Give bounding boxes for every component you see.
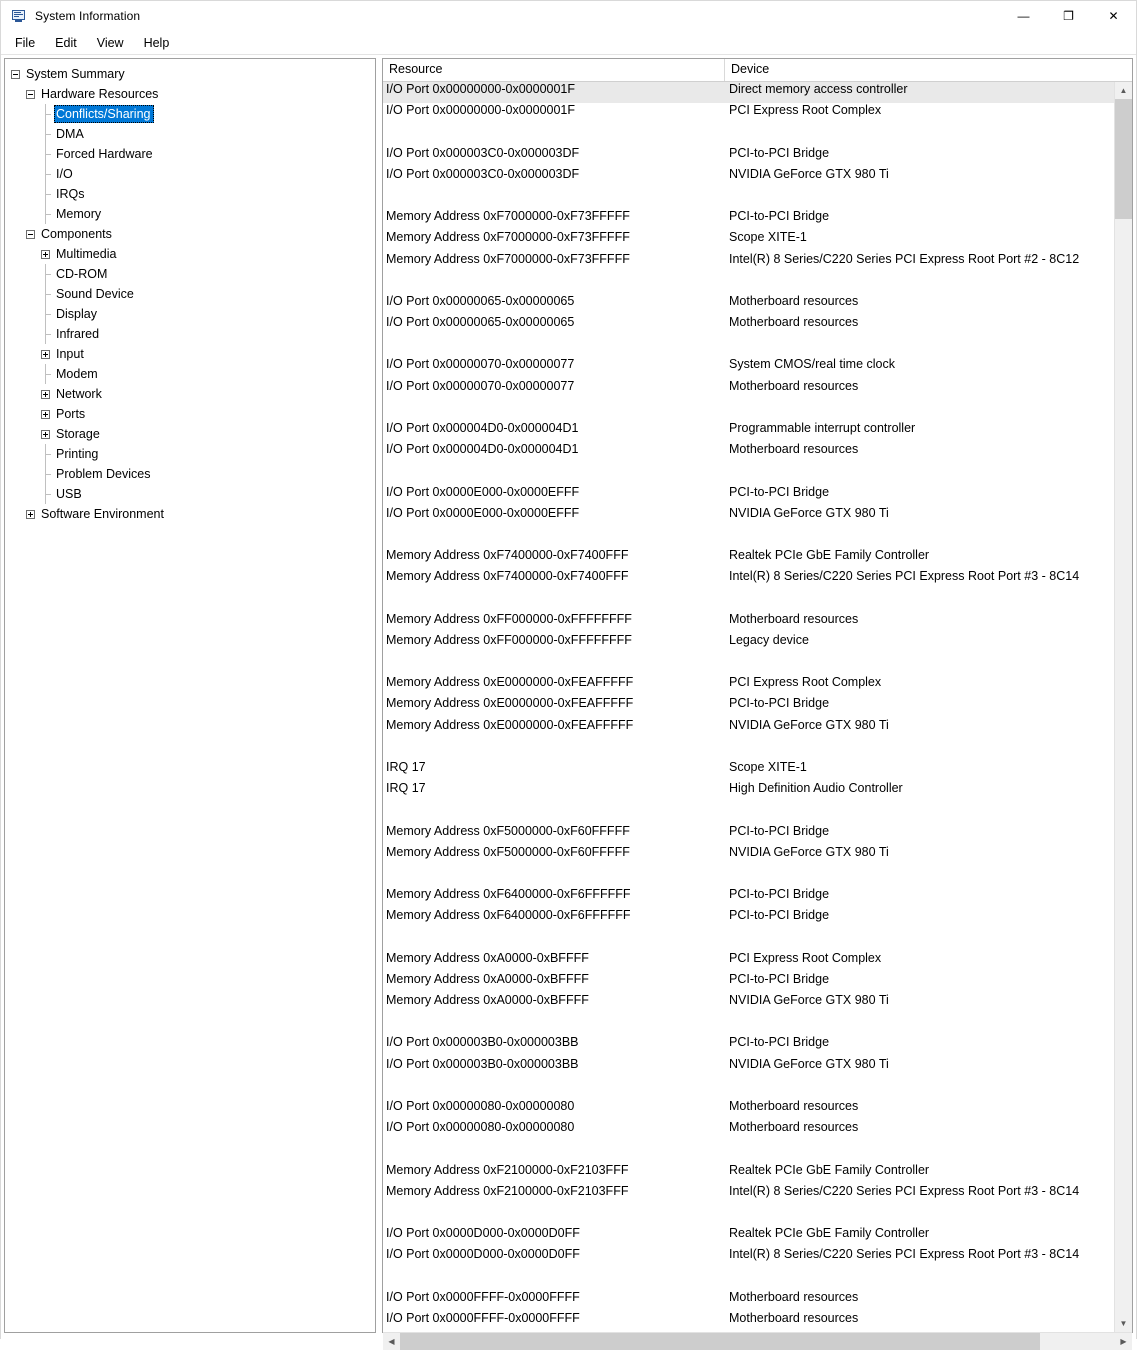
scroll-left-icon[interactable]: ◀ [388,1337,395,1347]
cell-resource: I/O Port 0x0000D000-0x0000D0FF [386,1247,580,1262]
cell-resource: Memory Address 0xF5000000-0xF60FFFFF [386,844,630,859]
main-content [1,55,1136,1347]
tree-item-modem[interactable] [5,364,375,384]
cell-device: NVIDIA GeForce GTX 980 Ti [729,505,889,520]
tree-item-label: IRQs [56,187,85,201]
table-row[interactable] [383,103,1132,124]
table-row-spacer [383,463,1132,484]
cell-device: Motherboard resources [729,1099,859,1113]
menu-help[interactable]: Help [143,36,170,50]
navigation-pane [4,58,376,1333]
tree-item-label: I/O [56,167,73,181]
tree-item-usb[interactable] [5,484,375,504]
tree-item-label: Problem Devices [56,467,151,481]
menu-bar [1,32,1136,55]
table-row[interactable] [383,1120,1132,1141]
vertical-scrollbar[interactable] [1114,82,1132,1332]
tree-item-storage[interactable] [5,424,375,444]
list-rows-container [383,82,1132,1332]
table-row[interactable] [383,696,1132,717]
horizontal-scrollbar[interactable] [383,1332,1132,1350]
table-row[interactable] [383,887,1132,908]
table-row[interactable] [383,760,1132,781]
cell-resource: I/O Port 0x000003C0-0x000003DF [386,166,580,181]
cell-resource: I/O Port 0x0000FFFF-0x0000FFFF [386,1289,580,1304]
cell-resource: Memory Address 0xF7000000-0xF73FFFFF [386,209,630,224]
cell-device: System CMOS/real time clock [729,357,896,372]
table-row-spacer [383,400,1132,421]
tree-branch-line [41,164,50,184]
table-row-spacer [383,527,1132,548]
cell-device: Motherboard resources [729,293,859,308]
cell-device: PCI-to-PCI Bridge [729,971,830,986]
cell-resource: I/O Port 0x0000FFFF-0x0000FFFF [386,1310,580,1325]
tree-item-label: Multimedia [56,247,117,261]
table-row-spacer [383,1269,1132,1290]
table-row-spacer [383,336,1132,357]
tree-item-label: Software Environment [41,507,164,521]
cell-device: Intel(R) 8 Series/C220 Series PCI Express Root Port #3 - 8C14 [729,1247,1080,1262]
table-row[interactable] [383,1035,1132,1056]
tree-item-i-o[interactable] [5,164,375,184]
table-row[interactable] [383,993,1132,1014]
cell-device: Scope XITE-1 [729,230,807,245]
tree-item-label: Conflicts/Sharing [54,105,154,123]
tree-item-software-environment[interactable] [5,504,375,524]
cell-resource: I/O Port 0x00000065-0x00000065 [386,315,575,330]
cell-device: PCI-to-PCI Bridge [729,887,830,902]
scroll-right-icon[interactable]: ▶ [1120,1337,1127,1347]
column-header-resource[interactable]: Resource [383,59,725,81]
cell-device: Motherboard resources [729,1289,859,1304]
cell-resource: I/O Port 0x000004D0-0x000004D1 [386,442,579,457]
tree-item-label: Memory [56,207,102,221]
table-row[interactable] [383,824,1132,845]
table-row-spacer [383,273,1132,294]
table-row[interactable] [383,1057,1132,1078]
table-row[interactable] [383,167,1132,188]
table-row[interactable] [383,485,1132,506]
tree-item-label: DMA [56,127,84,141]
tree-branch-line [41,484,50,504]
tree-item-label: Printing [56,447,99,461]
cell-device: NVIDIA GeForce GTX 980 Ti [729,717,889,732]
cell-device: Realtek PCIe GbE Family Controller [729,1226,930,1241]
cell-resource: I/O Port 0x00000000-0x0000001F [386,82,576,96]
cell-device: PCI-to-PCI Bridge [729,209,830,224]
table-row[interactable] [383,421,1132,442]
cell-resource: I/O Port 0x0000D000-0x0000D0FF [386,1226,580,1241]
resource-list[interactable] [383,82,1132,1332]
window-title: System Information [35,9,141,23]
tree-item-label: Network [56,387,102,401]
cell-device: Realtek PCIe GbE Family Controller [729,548,930,563]
category-tree[interactable] [5,59,375,524]
table-row[interactable] [383,781,1132,802]
table-row[interactable] [383,1163,1132,1184]
cell-device: Motherboard resources [729,378,859,393]
cell-device: PCI-to-PCI Bridge [729,908,830,923]
table-row-spacer [383,930,1132,951]
expand-icon[interactable] [41,250,50,259]
cell-device: PCI Express Root Complex [729,103,882,118]
minimize-button[interactable]: — [1017,9,1030,23]
tree-item-label: Ports [56,407,86,421]
expand-icon[interactable] [41,430,50,439]
tree-branch-line [41,304,50,324]
cell-device: NVIDIA GeForce GTX 980 Ti [729,993,889,1008]
tree-item-cd-rom[interactable] [5,264,375,284]
cell-device: Legacy device [729,632,809,647]
cell-device: PCI Express Root Complex [729,675,882,690]
table-row[interactable] [383,951,1132,972]
table-row[interactable] [383,1247,1132,1268]
tree-item-display[interactable] [5,304,375,324]
collapse-icon[interactable] [26,90,35,99]
table-row-spacer [383,124,1132,145]
cell-resource: Memory Address 0xF7000000-0xF73FFFFF [386,230,630,245]
tree-item-hardware-resources[interactable] [5,84,375,104]
tree-item-input[interactable] [5,344,375,364]
cell-resource: Memory Address 0xF7400000-0xF7400FFF [386,548,629,563]
cell-resource: Memory Address 0xF6400000-0xF6FFFFFF [386,887,631,902]
cell-resource: Memory Address 0xA0000-0xBFFFF [386,950,589,965]
cell-resource: I/O Port 0x0000E000-0x0000EFFF [386,505,580,520]
table-row[interactable] [383,294,1132,315]
cell-resource: I/O Port 0x00000000-0x0000001F [386,103,576,118]
cell-resource: I/O Port 0x00000080-0x00000080 [386,1099,575,1113]
tree-item-label: System Summary [26,67,125,81]
table-row[interactable] [383,442,1132,463]
table-row[interactable] [383,82,1132,103]
tree-item-memory[interactable] [5,204,375,224]
expand-icon[interactable] [41,390,50,399]
cell-device: NVIDIA GeForce GTX 980 Ti [729,1056,889,1071]
tree-item-label: Modem [56,367,98,381]
table-row[interactable] [383,1290,1132,1311]
tree-branch-line [41,204,50,224]
table-row[interactable] [383,252,1132,273]
cell-device: Intel(R) 8 Series/C220 Series PCI Express Root Port #3 - 8C14 [729,569,1080,584]
menu-edit[interactable]: Edit [55,36,77,50]
table-row-spacer [383,654,1132,675]
system-information-icon [11,8,27,24]
table-row[interactable] [383,1099,1132,1120]
tree-branch-line [41,444,50,464]
cell-device: Scope XITE-1 [729,760,807,774]
table-row[interactable] [383,146,1132,167]
tree-item-multimedia[interactable] [5,244,375,264]
tree-item-infrared[interactable] [5,324,375,344]
cell-device: Motherboard resources [729,442,859,457]
expand-icon[interactable] [41,410,50,419]
expand-icon[interactable] [26,510,35,519]
tree-branch-line [41,364,50,384]
tree-item-label: Sound Device [56,287,134,301]
tree-branch-line [41,464,50,484]
cell-resource: I/O Port 0x00000080-0x00000080 [386,1120,575,1135]
table-row-spacer [383,802,1132,823]
cell-resource: Memory Address 0xF7400000-0xF7400FFF [386,569,629,584]
table-row[interactable] [383,315,1132,336]
cell-resource: I/O Port 0x000004D0-0x000004D1 [386,421,579,435]
tree-branch-line [41,184,50,204]
table-row[interactable] [383,972,1132,993]
cell-device: NVIDIA GeForce GTX 980 Ti [729,166,889,181]
collapse-icon[interactable] [11,70,20,79]
tree-item-label: Storage [56,427,100,441]
cell-resource: Memory Address 0xFF000000-0xFFFFFFFF [386,611,632,626]
tree-item-label: Infrared [56,327,100,341]
cell-device: NVIDIA GeForce GTX 980 Ti [729,844,889,859]
close-button[interactable]: ✕ [1108,9,1119,23]
cell-device: Motherboard resources [729,611,859,626]
tree-item-label: Display [56,307,97,321]
cell-resource: IRQ 17 [386,781,426,796]
table-row[interactable] [383,718,1132,739]
tree-branch-line [41,264,50,284]
tree-item-label: Input [56,347,84,361]
cell-resource: Memory Address 0xF5000000-0xF60FFFFF [386,823,630,838]
cell-device: PCI-to-PCI Bridge [729,823,830,838]
cell-resource: Memory Address 0xE0000000-0xFEAFFFFF [386,717,634,732]
table-row[interactable] [383,209,1132,230]
table-row[interactable] [383,675,1132,696]
cell-resource: Memory Address 0xF2100000-0xF2103FFF [386,1183,629,1198]
cell-resource: I/O Port 0x000003B0-0x000003BB [386,1056,579,1071]
cell-device: Programmable interrupt controller [729,421,916,435]
column-header-device[interactable]: Device [731,62,770,76]
title-bar [1,1,1136,32]
cell-resource: Memory Address 0xA0000-0xBFFFF [386,993,589,1008]
tree-item-label: Forced Hardware [56,147,153,161]
tree-item-problem-devices[interactable] [5,464,375,484]
table-row[interactable] [383,633,1132,654]
horizontal-scroll-thumb[interactable] [400,1333,1040,1350]
table-row[interactable] [383,1226,1132,1247]
cell-device: Motherboard resources [729,1120,859,1135]
table-row-spacer [383,1078,1132,1099]
table-row[interactable] [383,845,1132,866]
cell-resource: Memory Address 0xA0000-0xBFFFF [386,971,589,986]
list-header [383,59,1132,82]
table-row-spacer [383,866,1132,887]
cell-resource: Memory Address 0xE0000000-0xFEAFFFFF [386,675,634,690]
table-row-spacer [383,591,1132,612]
cell-resource: I/O Port 0x000003B0-0x000003BB [386,1035,579,1050]
cell-resource: I/O Port 0x000003C0-0x000003DF [386,145,580,160]
cell-resource: I/O Port 0x00000070-0x00000077 [386,378,575,393]
scroll-up-icon[interactable]: ▲ [1119,86,1128,95]
scroll-down-icon[interactable]: ▼ [1119,1319,1128,1329]
cell-device: Intel(R) 8 Series/C220 Series PCI Express Root Port #3 - 8C14 [729,1183,1080,1198]
tree-branch-line [41,284,50,304]
menu-view[interactable]: View [96,36,124,50]
tree-branch-line [41,104,50,124]
cell-resource: Memory Address 0xF7000000-0xF73FFFFF [386,251,630,266]
tree-item-components[interactable] [5,224,375,244]
tree-item-label: Components [41,227,112,241]
cell-device: PCI-to-PCI Bridge [729,145,830,160]
cell-device: Realtek PCIe GbE Family Controller [729,1162,930,1177]
vertical-scroll-thumb[interactable] [1115,99,1132,219]
tree-branch-line [41,144,50,164]
cell-resource: Memory Address 0xFF000000-0xFFFFFFFF [386,632,632,647]
menu-file[interactable]: File [15,36,36,50]
tree-branch-line [41,124,50,144]
cell-device: Motherboard resources [729,315,859,330]
tree-item-label: USB [56,487,82,501]
table-row-spacer [383,739,1132,760]
table-row-spacer [383,188,1132,209]
cell-resource: IRQ 17 [386,760,426,774]
tree-item-label: CD-ROM [56,267,108,281]
cell-resource: Memory Address 0xF6400000-0xF6FFFFFF [386,908,631,923]
table-row[interactable] [383,569,1132,590]
collapse-icon[interactable] [26,230,35,239]
cell-device: PCI-to-PCI Bridge [729,484,830,499]
cell-device: PCI-to-PCI Bridge [729,696,830,711]
tree-item-printing[interactable] [5,444,375,464]
table-row[interactable] [383,1184,1132,1205]
cell-resource: I/O Port 0x0000E000-0x0000EFFF [386,484,580,499]
tree-item-sound-device[interactable] [5,284,375,304]
tree-item-ports[interactable] [5,404,375,424]
table-row-spacer [383,1014,1132,1035]
cell-device: Intel(R) 8 Series/C220 Series PCI Express Root Port #2 - 8C12 [729,251,1080,266]
tree-item-conflicts-sharing[interactable] [5,104,375,124]
table-row[interactable] [383,230,1132,251]
tree-item-label: Hardware Resources [41,87,159,101]
table-row-spacer [383,1205,1132,1226]
window-controls [1001,1,1136,31]
cell-resource: Memory Address 0xE0000000-0xFEAFFFFF [386,696,634,711]
table-row[interactable] [383,548,1132,569]
cell-resource: I/O Port 0x00000070-0x00000077 [386,357,575,372]
table-row[interactable] [383,506,1132,527]
table-row[interactable] [383,612,1132,633]
table-row[interactable] [383,1311,1132,1332]
cell-resource: Memory Address 0xF2100000-0xF2103FFF [386,1162,629,1177]
cell-device: Direct memory access controller [729,82,908,96]
table-row[interactable] [383,379,1132,400]
tree-branch-line [41,324,50,344]
cell-resource: I/O Port 0x00000065-0x00000065 [386,293,575,308]
table-row[interactable] [383,908,1132,929]
expand-icon[interactable] [41,350,50,359]
details-pane [382,58,1133,1347]
cell-device: High Definition Audio Controller [729,781,903,796]
table-row-spacer [383,1141,1132,1162]
tree-item-forced-hardware[interactable] [5,144,375,164]
cell-device: PCI Express Root Complex [729,950,882,965]
tree-item-system-summary[interactable] [5,64,375,84]
cell-device: PCI-to-PCI Bridge [729,1035,830,1050]
cell-device: Motherboard resources [729,1310,859,1325]
tree-item-irqs[interactable] [5,184,375,204]
table-row[interactable] [383,357,1132,378]
maximize-button[interactable]: ❐ [1063,9,1074,23]
tree-item-dma[interactable] [5,124,375,144]
tree-item-network[interactable] [5,384,375,404]
